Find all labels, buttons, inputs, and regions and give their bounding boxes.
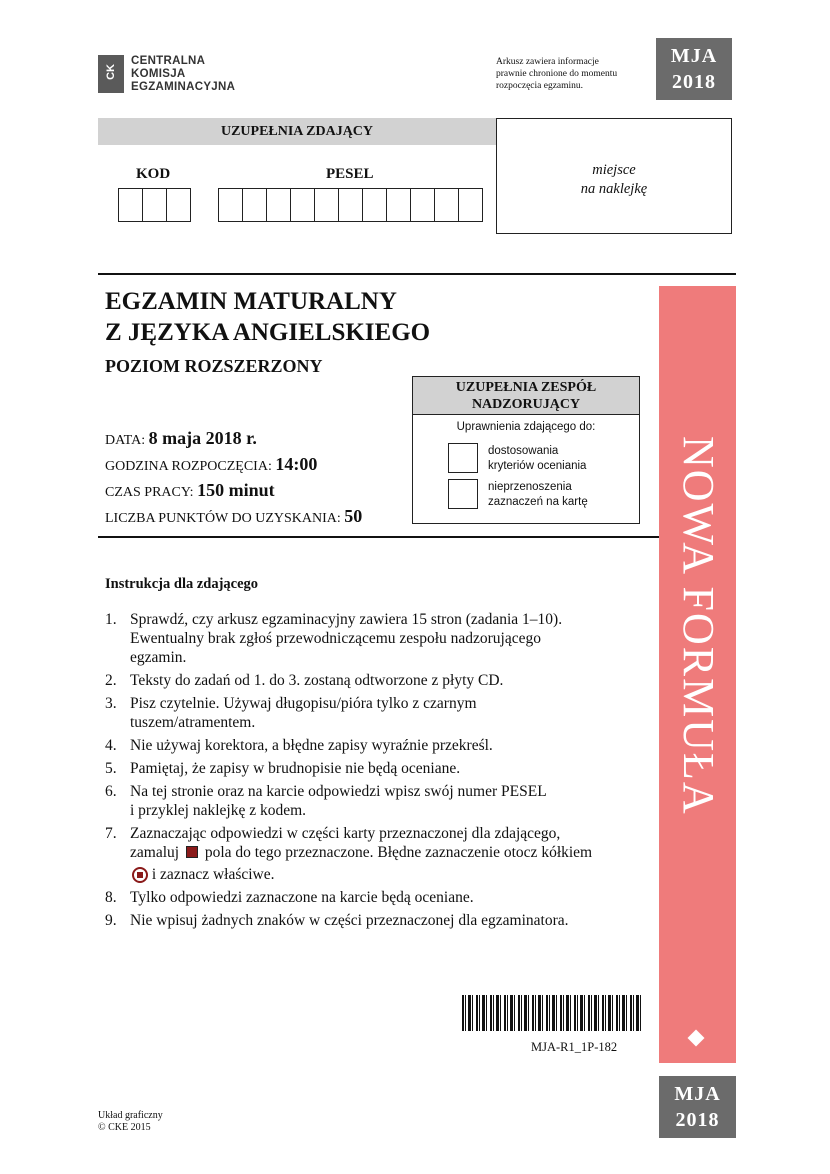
filled-square-icon — [186, 846, 198, 858]
cke-logo-icon: CK — [98, 55, 124, 93]
sticker-area: miejsce na naklejkę — [496, 118, 732, 234]
side-label: NOWA FORMUŁA — [674, 436, 723, 816]
kod-label: KOD — [136, 166, 171, 182]
list-item: 4. Nie używaj korektora, a błędne zapisy wyraźnie przekreśl. — [105, 737, 493, 754]
divider-mid — [98, 536, 659, 538]
kod-field[interactable] — [118, 188, 191, 222]
diamond-icon — [688, 1030, 705, 1047]
list-item: 5. Pamiętaj, że zapisy w brudnopisie nie będą oceniane. — [105, 760, 461, 777]
divider-top — [98, 273, 736, 275]
candidate-band: UZUPEŁNIA ZDAJĄCY — [98, 118, 496, 145]
list-item: 6. Na tej stronie oraz na karcie odpowiedzi wpisz swój numer PESEL i przyklej naklejkę z kodem. — [105, 783, 547, 819]
cke-logo-text: CENTRALNA KOMISJA EGZAMINACYJNA — [131, 55, 236, 93]
no-transfer-label: nieprzenoszenia zaznaczeń na kartę — [488, 481, 588, 508]
supervisors-head: UZUPEŁNIA ZESPÓŁ NADZORUJĄCY — [413, 377, 639, 415]
list-item: 1. Sprawdź, czy arkusz egzaminacyjny zawiera 15 stron (zadania 1–10). Ewentualny brak zgłoś przewodniczącemu zespołu nadzorującego egzamin. — [105, 611, 563, 666]
rights-label: Uprawnienia zdającego do: — [456, 421, 596, 433]
list-item: 3. Pisz czytelnie. Używaj długopisu/pióra tylko z czarnym tuszem/atramentem. — [105, 695, 477, 731]
footer: Układ graficzny © CKE 2015 — [98, 1110, 163, 1133]
list-item: 7. Zaznaczając odpowiedzi w części karty przeznaczonej dla zdającego, zamaluj pola do tego przeznaczone. Błędne zaznaczenie otocz kółkiem i zaznacz właściwe. — [105, 825, 593, 883]
exam-code-top: MJA 2018 — [656, 38, 732, 100]
circled-square-icon — [132, 867, 148, 883]
instructions-list — [105, 610, 645, 934]
adaptation-checkbox[interactable] — [448, 443, 478, 473]
exam-title: EGZAMIN MATURALNY Z JĘZYKA ANGIELSKIEGO — [105, 288, 431, 346]
exam-points: LICZBA PUNKTÓW DO UZYSKANIA: 50 — [105, 506, 363, 526]
no-transfer-checkbox[interactable] — [448, 479, 478, 509]
exam-code-bottom: MJA 2018 — [659, 1076, 736, 1138]
list-item: 9. Nie wpisuj żadnych znaków w części przeznaczonej dla egzaminatora. — [105, 912, 569, 929]
exam-date: DATA: 8 maja 2018 r. — [105, 428, 257, 448]
pesel-label: PESEL — [326, 166, 374, 182]
instructions-heading: Instrukcja dla zdającego — [105, 576, 259, 592]
exam-duration: CZAS PRACY: 150 minut — [105, 480, 275, 500]
side-band — [659, 286, 736, 1063]
barcode-icon — [462, 995, 642, 1031]
exam-level: POZIOM ROZSZERZONY — [105, 356, 323, 376]
barcode-text: MJA-R1_1P-182 — [531, 1040, 618, 1054]
list-item: 2. Teksty do zadań od 1. do 3. zostaną odtworzone z płyty CD. — [105, 672, 504, 689]
exam-start: GODZINA ROZPOCZĘCIA: 14:00 — [105, 454, 318, 474]
legal-note: Arkusz zawiera informacje prawnie chronione do momentu rozpoczęcia egzaminu. — [496, 57, 618, 91]
pesel-field[interactable] — [218, 188, 483, 222]
adaptation-label: dostosowania kryteriów oceniania — [488, 445, 587, 472]
list-item: 8. Tylko odpowiedzi zaznaczone na karcie będą oceniane. — [105, 889, 474, 906]
supervisors-box — [412, 376, 640, 524]
